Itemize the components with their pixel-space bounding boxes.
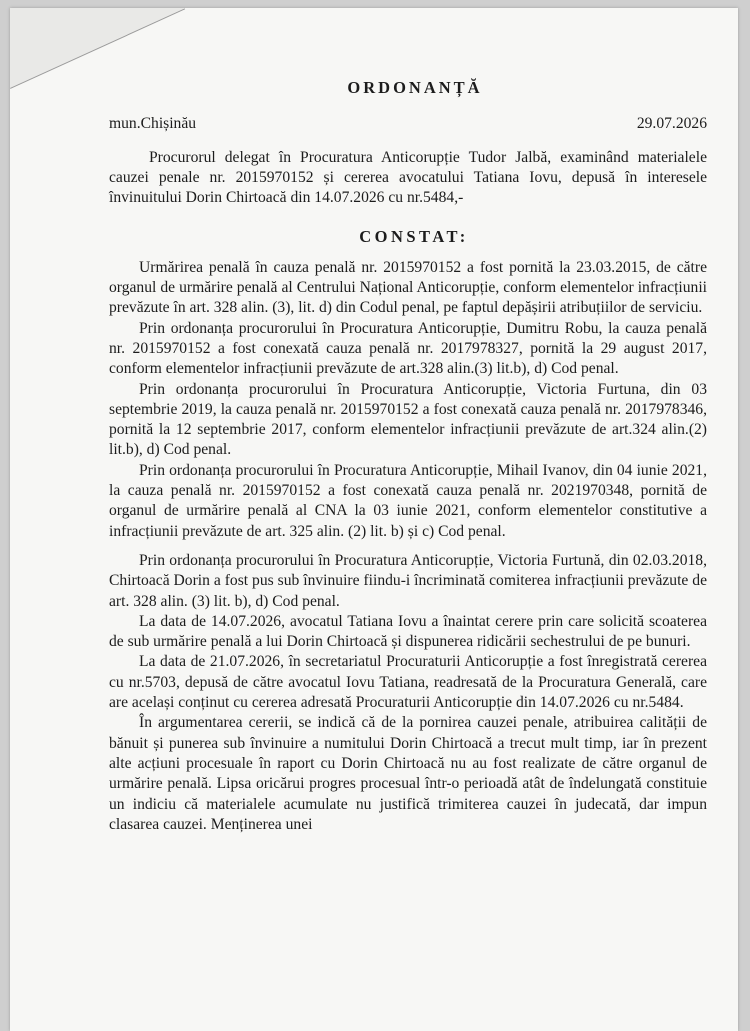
paragraph: La data de 14.07.2026, avocatul Tatiana Iovu a înaintat cerere prin care solicită scoaterea de sub urmărire penală a lui Dorin Chirtoacă și dispunerea ridicării sechestrului de pe bunuri. xyxy=(109,612,707,651)
paragraph: Urmărirea penală în cauza penală nr. 2015970152 a fost pornită la 23.03.2015, de către organul de urmărire penală al Centrului Național Anticorupție, conform elementelor infracțiunii prevăzute în art. 328 alin. (3), lit. d) din Codul penal, pe faptul depășirii atribuțiilor de serviciu. xyxy=(109,258,707,317)
paragraph: La data de 21.07.2026, în secretariatul Procuraturii Anticorupție a fost înregistrată cererea cu nr.5703, depusă de către avocatul Iovu Tatiana, readresată de la Procuratura Generală, care are același conținut cu cererea adresată Procuraturii Anticorupție din 14.07.2026 cu nr.5484. xyxy=(109,653,707,712)
section-heading: CONSTAT: xyxy=(359,227,469,247)
document-date: 29.07.2026 xyxy=(636,115,707,133)
paragraph: Prin ordonanța procurorului în Procuratura Anticorupție, Dumitru Robu, la cauza penală nr. 2015970152 a fost conexată cauza penală nr. 2017978327, pornită la 29 august 2017, conform elementelor infracțiunii prevăzute de art.328 alin.(3) lit.b), d) Cod penal. xyxy=(109,319,707,378)
paragraph: Prin ordonanța procurorului în Procuratura Anticorupție, Victoria Furtună, din 02.03.2018, Chirtoacă Dorin a fost pus sub învinuire fiindu-i încriminată comiterea infracțiunii prevăzute de art. 328 alin. (3) lit. b), d) Cod penal. xyxy=(109,551,707,610)
document-page xyxy=(10,8,738,1031)
paragraph: Prin ordonanța procurorului în Procuratura Anticorupție, Victoria Furtuna, din 03 septembrie 2019, la cauza penală nr. 2015970152 a fost conexată cauza penală nr. 2017978346, pornită la 12 septembrie 2017, conform elementelor infracțiunii prevăzute de art.324 alin.(2) lit.b), d) Cod penal. xyxy=(109,380,707,459)
intro-paragraph: Procurorul delegat în Procuratura Anticorupție Tudor Jalbă, examinând materialele cauzei penale nr. 2015970152 și cererea avocatului Tatiana Iovu, depusă în interesele învinuitului Dorin Chirtoacă din 14.07.2026 cu nr.5484,- xyxy=(109,148,707,207)
document-title: ORDONANȚĂ xyxy=(347,78,483,97)
document-body xyxy=(109,78,707,835)
paragraph: În argumentarea cererii, se indică că de la pornirea cauzei penale, atribuirea calității de bănuit și punerea sub învinuire a numitului Dorin Chirtoacă a trecut mult timp, iar în prezent alte acțiuni procesuale în raport cu Dorin Chirtoacă nu au fost realizate de către organul de urmărire penală. Lipsa oricărui progres procesual într-o perioadă atât de îndelungată constituie un indiciu că materialele acumulate nu justifică trimiterea cauzei în judecată, dar impun clasarea cauzei. Menținerea unei xyxy=(109,714,707,833)
paragraph: Prin ordonanța procurorului în Procuratura Anticorupție, Mihail Ivanov, din 04 iunie 2021, la cauza penală nr. 2015970152 a fost conexată cauza penală nr. 2021970348, pornită de organul de urmărire penală al CNA la 03 iunie 2021, conform elementelor constitutive a infracțiunii prevăzute de art. 325 alin. (2) lit. b) și c) Cod penal. xyxy=(109,461,707,540)
document-place: mun.Chișinău xyxy=(109,115,197,133)
place-date-row xyxy=(109,114,707,134)
